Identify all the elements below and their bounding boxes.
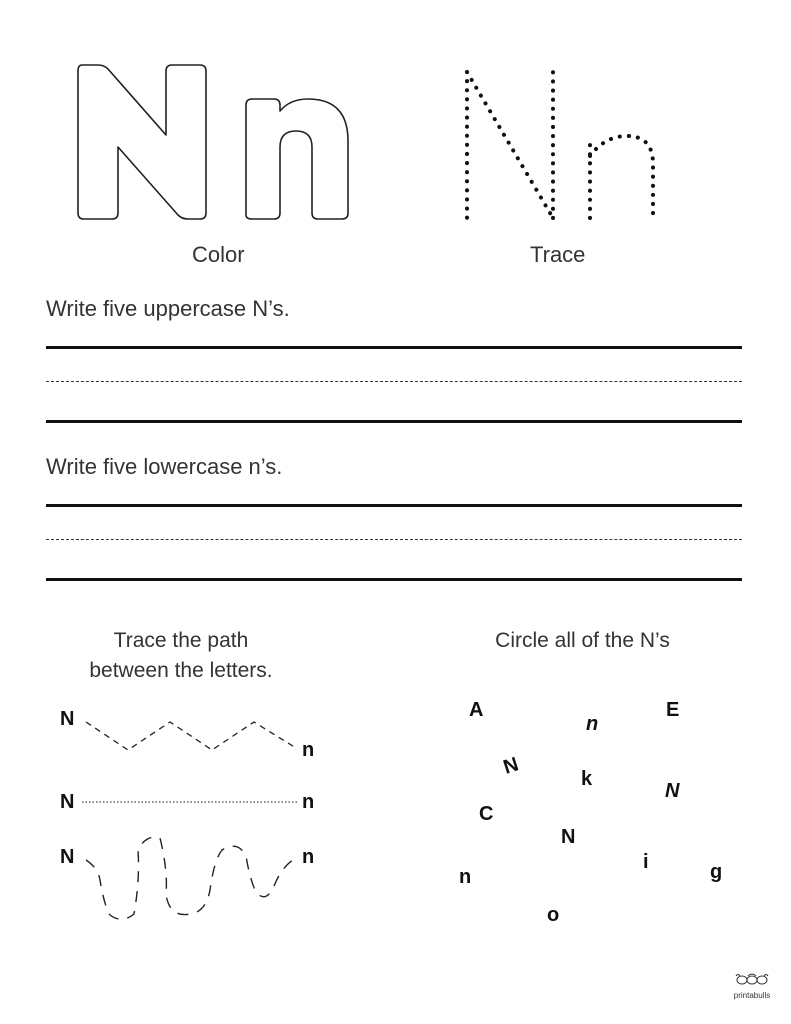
circle-letter-N[interactable]: N	[561, 826, 576, 848]
path-row1-end-letter: n	[302, 739, 315, 761]
path-row3-end-letter: n	[302, 846, 315, 868]
bull-icon	[728, 972, 776, 986]
circle-letter-g[interactable]: g	[710, 861, 723, 883]
path-row2-start-letter: N	[60, 791, 75, 813]
uppercase-prompt: Write five uppercase N’s.	[46, 296, 290, 321]
zigzag-path	[86, 722, 296, 750]
color-label: Color	[192, 242, 245, 267]
circle-letter-N-rotated[interactable]: N	[500, 753, 522, 779]
circle-letter-o[interactable]: o	[547, 904, 560, 926]
circle-letter-n[interactable]: n	[459, 866, 472, 888]
path-row2-end-letter: n	[302, 791, 315, 813]
circle-letter-N-italic[interactable]: N	[665, 780, 680, 802]
circle-letter-k[interactable]: k	[581, 768, 593, 790]
circle-letter-C[interactable]: C	[479, 803, 494, 825]
trace-path-title-line2: between the letters.	[89, 659, 273, 682]
path-row3-start-letter: N	[60, 846, 75, 868]
printabulls-logo	[728, 972, 776, 1000]
lowercase-prompt: Write five lowercase n’s.	[46, 454, 283, 479]
path-row1-start-letter: N	[60, 708, 75, 730]
circle-letter-n-italic[interactable]: n	[586, 713, 599, 735]
circle-letter-E[interactable]: E	[666, 699, 680, 721]
trace-label: Trace	[530, 242, 586, 267]
circle-game-title: Circle all of the N’s	[495, 629, 670, 652]
logo-text: printabulls	[733, 991, 771, 1000]
circle-letter-i[interactable]: i	[643, 851, 649, 873]
circle-letter-A[interactable]: A	[469, 699, 484, 721]
trace-path-title-line1: Trace the path	[113, 629, 249, 652]
wavy-path	[86, 837, 296, 919]
